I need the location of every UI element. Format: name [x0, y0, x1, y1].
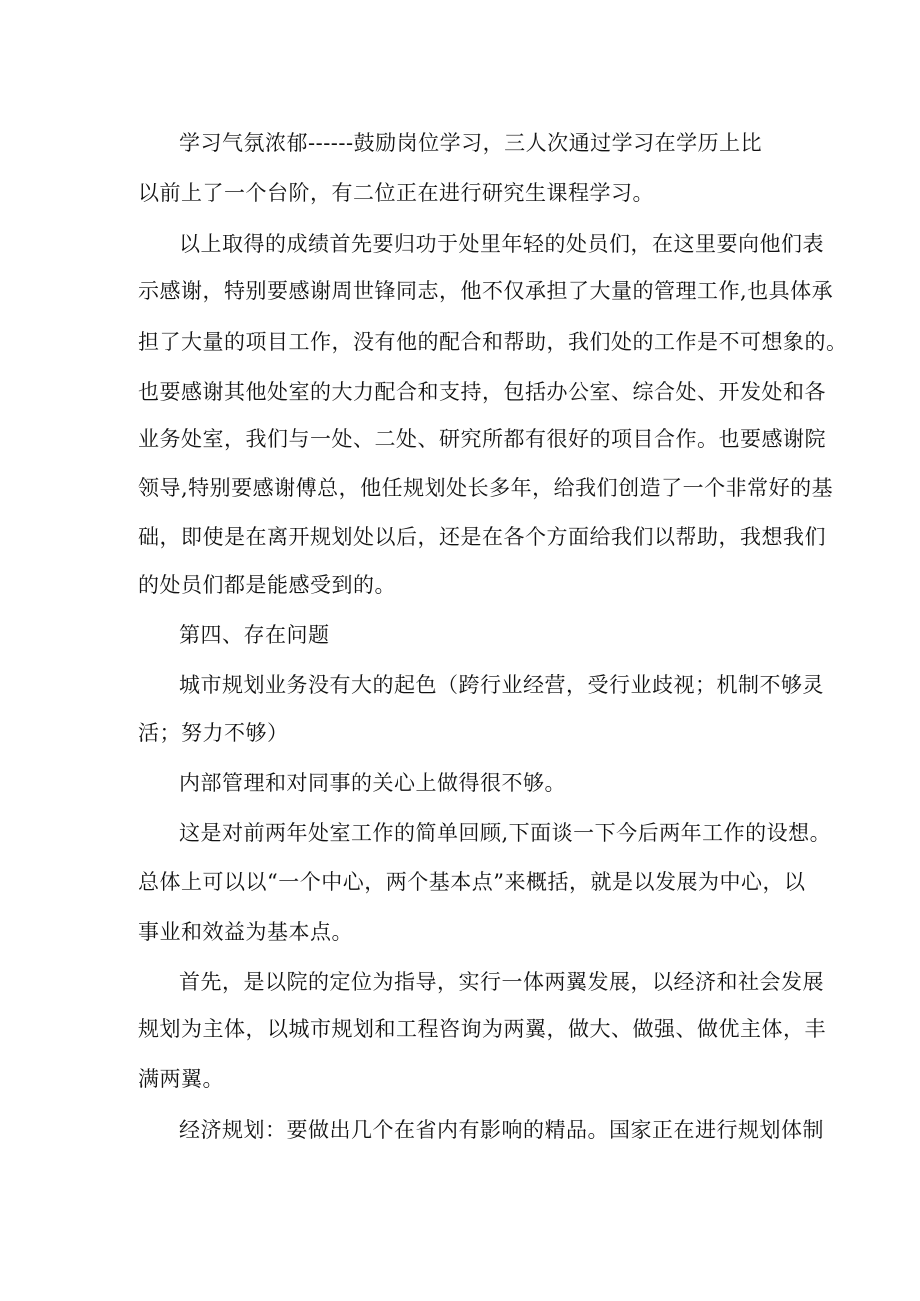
text-line: 城市规划业务没有大的起色（跨行业经营，受行业歧视；机制不够灵: [179, 673, 824, 697]
text-line: 满两翼。: [138, 1067, 224, 1091]
text-line: 总体上可以以“一个中心，两个基本点”来概括，就是以发展为中心，以: [138, 870, 806, 894]
text-line: 活；努力不够）: [138, 721, 289, 745]
text-line: 首先，是以院的定位为指导，实行一体两翼发展，以经济和社会发展: [179, 970, 824, 994]
text-line: 内部管理和对同事的关心上做得很不够。: [179, 771, 566, 795]
text-line: 事业和效益为基本点。: [138, 920, 353, 944]
text-line: 规划为主体，以城市规划和工程咨询为两翼，做大、做强、做优主体，丰: [138, 1017, 826, 1041]
text-line: 学习气氛浓郁------鼓励岗位学习，三人次通过学习在学历上比: [179, 131, 763, 155]
section-heading: 第四、存在问题: [179, 623, 330, 647]
text-line: 业务处室，我们与一处、二处、研究所都有很好的项目合作。也要感谢院: [138, 427, 826, 451]
text-line: 经济规划：要做出几个在省内有影响的精品。国家正在进行规划体制: [179, 1118, 824, 1142]
text-line: 以前上了一个台阶，有二位正在进行研究生课程学习。: [138, 181, 654, 205]
text-line: 领导,特别要感谢傅总，他任规划处长多年，给我们创造了一个非常好的基: [138, 476, 834, 500]
text-line: 这是对前两年处室工作的简单回顾,下面谈一下今后两年工作的设想。: [179, 821, 832, 845]
text-line: 担了大量的项目工作，没有他的配合和帮助，我们处的工作是不可想象的。: [138, 330, 848, 354]
text-line: 也要感谢其他处室的大力配合和支持，包括办公室、综合处、开发处和各: [138, 380, 826, 404]
text-line: 示感谢，特别要感谢周世锋同志，他不仅承担了大量的管理工作,也具体承: [138, 279, 834, 303]
text-line: 础，即使是在离开规划处以后，还是在各个方面给我们以帮助，我想我们: [138, 525, 826, 549]
text-line: 以上取得的成绩首先要归功于处里年轻的处员们，在这里要向他们表: [179, 232, 824, 256]
text-line: 的处员们都是能感受到的。: [138, 573, 396, 597]
